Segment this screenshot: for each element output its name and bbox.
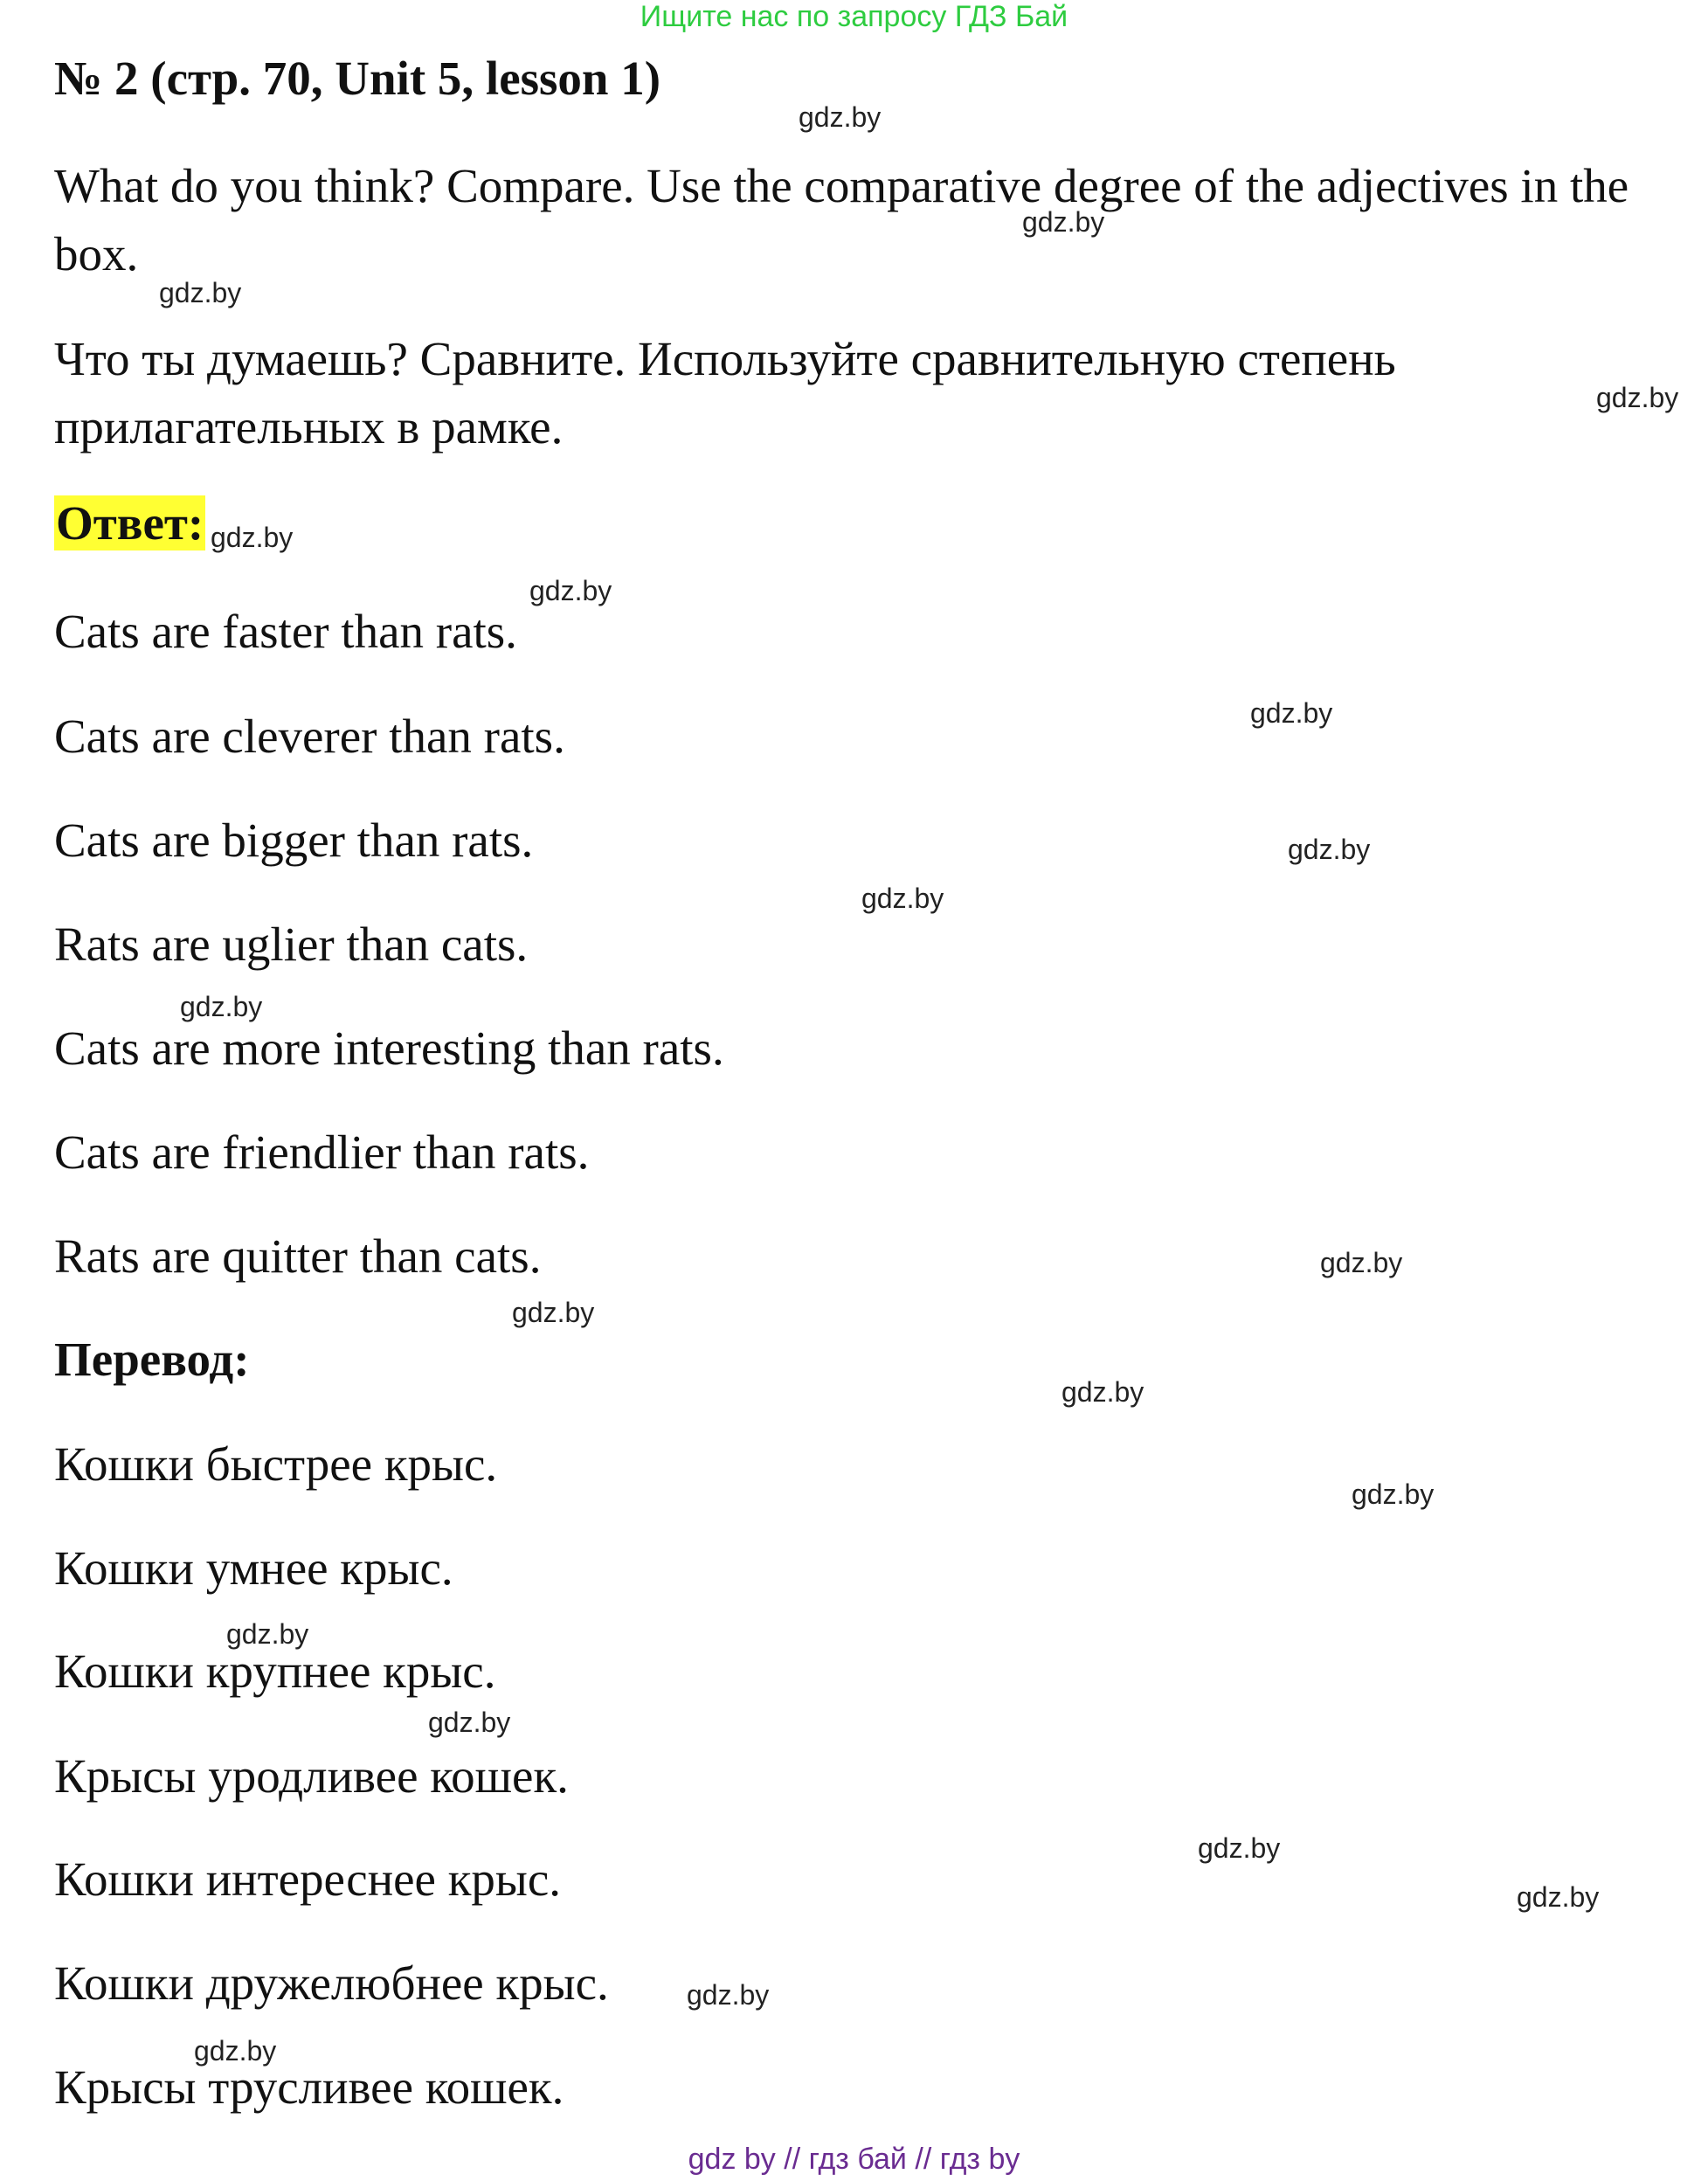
translation-line: Кошки интереснее крыс.	[54, 1852, 562, 1906]
watermark: gdz.by	[1022, 206, 1105, 238]
translation-line: Крысы трусливее кошек.	[54, 2060, 564, 2114]
answer-line: Rats are uglier than cats.	[54, 917, 529, 971]
watermark: gdz.by	[194, 2035, 277, 2067]
answer-line: Cats are bigger than rats.	[54, 814, 534, 867]
watermark: gdz.by	[1320, 1247, 1403, 1278]
watermark: gdz.by	[799, 101, 882, 133]
instruction-english: What do you think? Compare. Use the comparative degree of the adjectives in the box.	[54, 159, 1629, 280]
watermark: gdz.by	[861, 883, 944, 914]
watermark: gdz.by	[159, 277, 242, 308]
translation-line: Кошки крупнее крыс.	[54, 1644, 496, 1698]
translation-line: Кошки дружелюбнее крыс.	[54, 1956, 609, 2010]
watermark: gdz.by	[1517, 1881, 1600, 1913]
watermark: gdz.by	[687, 1979, 770, 2011]
answer-line: Cats are friendlier than rats.	[54, 1125, 590, 1179]
translation-line: Кошки быстрее крыс.	[54, 1437, 498, 1491]
answer-line: Cats are more interesting than rats.	[54, 1021, 724, 1075]
answer-line: Cats are faster than rats.	[54, 605, 517, 658]
watermark: gdz.by	[1288, 834, 1371, 865]
watermark: gdz.by	[512, 1297, 595, 1328]
answer-label: Ответ:	[56, 496, 204, 550]
watermark: gdz.by	[1198, 1832, 1281, 1864]
instruction-russian: Что ты думаешь? Сравните. Используйте сравнительную степень прилагательных в рамке.	[54, 332, 1396, 454]
watermark: gdz.by	[1061, 1376, 1144, 1408]
watermark: gdz.by	[211, 522, 294, 553]
watermark: gdz.by	[1596, 382, 1679, 413]
watermark: gdz.by	[180, 991, 263, 1022]
watermark: gdz.by	[1250, 697, 1333, 729]
watermark: gdz.by	[226, 1618, 309, 1650]
watermark: gdz.by	[529, 575, 612, 606]
bottom-banner: gdz by // гдз бай // гдз by	[688, 2143, 1020, 2176]
translation-line: Кошки умнее крыс.	[54, 1541, 453, 1595]
watermark: gdz.by	[1352, 1478, 1435, 1510]
task-title: № 2 (стр. 70, Unit 5, lesson 1)	[54, 52, 661, 105]
translation-label: Перевод:	[54, 1333, 250, 1386]
answer-line: Rats are quitter than cats.	[54, 1229, 542, 1283]
translation-line: Крысы уродливее кошек.	[54, 1749, 569, 1803]
top-banner: Ищите нас по запросу ГДЗ Бай	[640, 0, 1068, 33]
answer-line: Cats are cleverer than rats.	[54, 710, 565, 763]
watermark: gdz.by	[428, 1707, 511, 1738]
